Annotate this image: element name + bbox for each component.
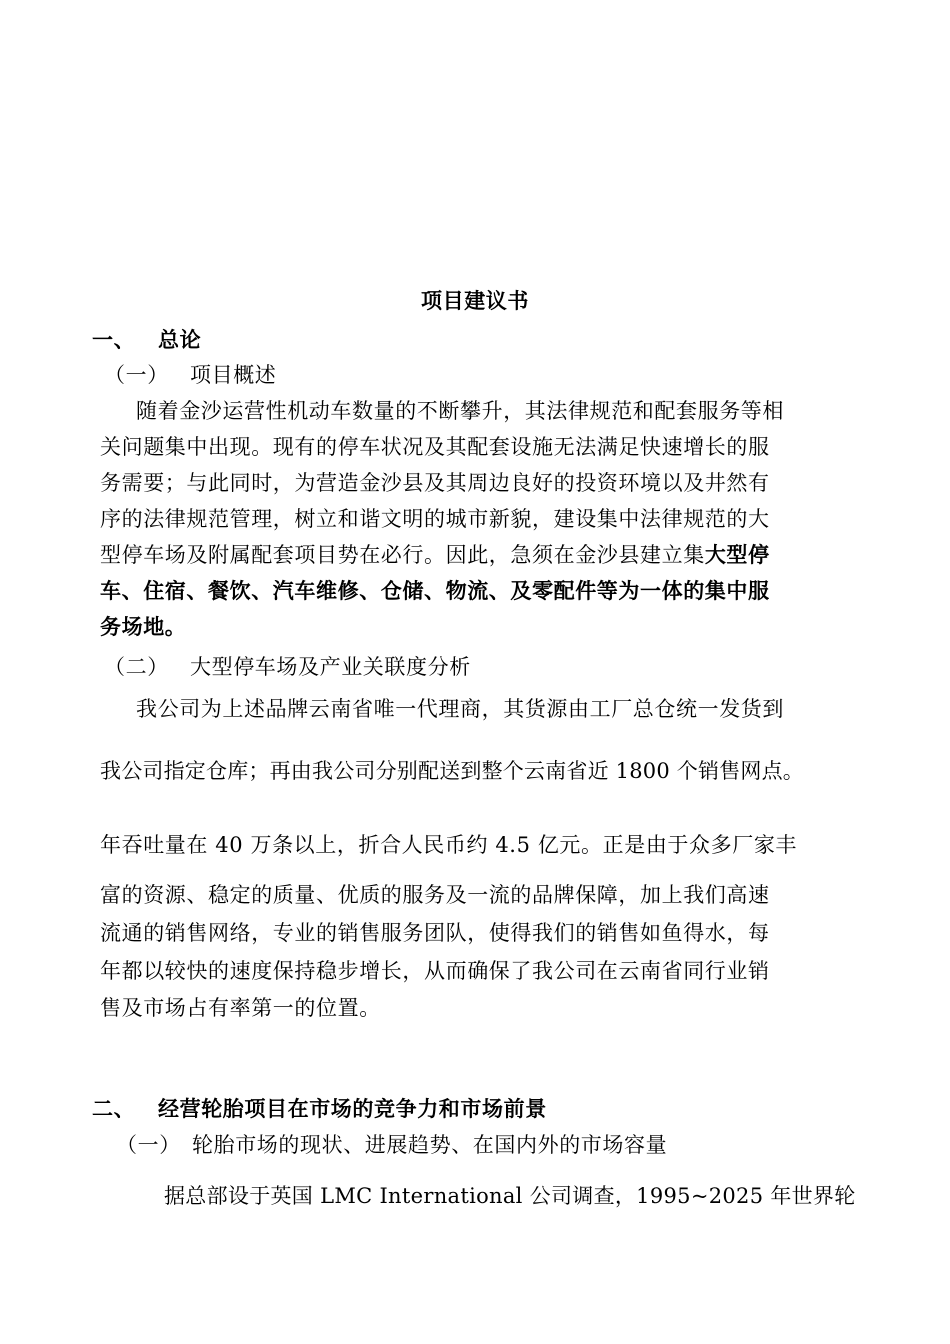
paragraph-line: 年都以较快的速度保持稳步增长，从而确保了我公司在云南省同行业销 <box>100 959 770 983</box>
subsection-number: （一） <box>104 363 169 387</box>
paragraph-line: 我公司指定仓库；再由我公司分别配送到整个云南省近 1800 个销售网点。 <box>100 759 804 783</box>
subsection-title: 大型停车场及产业关联度分析 <box>190 655 471 679</box>
paragraph-line: 序的法律规范管理，树立和谐文明的城市新貌，建设集中法律规范的大 <box>100 507 770 531</box>
paragraph-line: 流通的销售网络，专业的销售服务团队，使得我们的销售如鱼得水，每 <box>100 921 770 945</box>
section-2-number: 二、 <box>92 1096 136 1121</box>
paragraph-line: 年吞吐量在 40 万条以上，折合人民币约 4.5 亿元。正是由于众多厂家丰 <box>100 833 798 857</box>
paragraph-line: 我公司为上述品牌云南省唯一代理商，其货源由工厂总仓统一发货到 <box>136 697 784 721</box>
paragraph-line: 富的资源、稳定的质量、优质的服务及一流的品牌保障，加上我们高速 <box>100 883 770 907</box>
section-1-title: 总论 <box>158 327 202 352</box>
paragraph-bold-line: 车、住宿、餐饮、汽车维修、仓储、物流、及零配件等为一体的集中服 <box>100 578 770 603</box>
subsection-title: 项目概述 <box>190 363 277 387</box>
paragraph-line: 关问题集中出现。现有的停车状况及其配套设施无法满足快速增长的服 <box>100 435 770 459</box>
paragraph-line: 务需要；与此同时，为营造金沙县及其周边良好的投资环境以及井然有 <box>100 471 770 495</box>
section-2-title: 经营轮胎项目在市场的竞争力和市场前景 <box>158 1096 547 1121</box>
document-title: 项目建议书 <box>421 288 529 313</box>
subsection-number: （一） <box>116 1133 181 1157</box>
subsection-title: 轮胎市场的现状、进展趋势、在国内外的市场容量 <box>192 1133 668 1157</box>
paragraph-bold-line: 务场地。 <box>100 614 187 639</box>
paragraph-line: 随着金沙运营性机动车数量的不断攀升，其法律规范和配套服务等相 <box>136 399 784 423</box>
paragraph-line <box>100 540 900 570</box>
paragraph-line: 据总部设于英国 LMC International 公司调查，1995~2025 年世界轮 <box>164 1184 856 1208</box>
paragraph-line: 售及市场占有率第一的位置。 <box>100 996 381 1020</box>
paragraph-text: 型停车场及附属配套项目势在必行。因此，急须在金沙县建立集 <box>100 543 705 567</box>
paragraph-bold-text: 大型停 <box>704 542 770 567</box>
subsection-number: （二） <box>104 655 169 679</box>
section-1-number: 一、 <box>92 327 136 352</box>
